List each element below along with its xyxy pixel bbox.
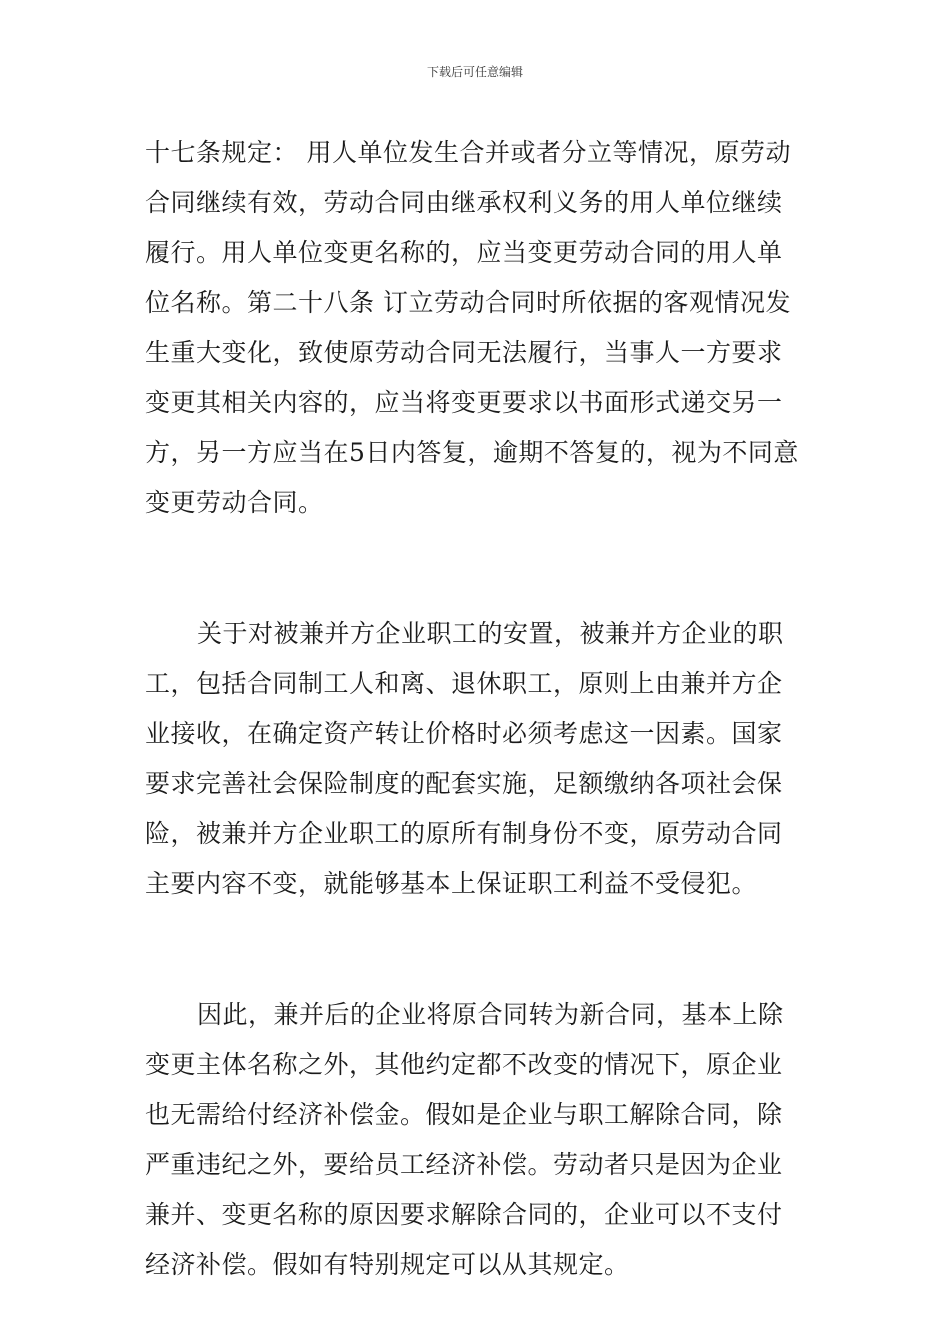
text-line: 位名称。第二十八条 订立劳动合同时所依据的客观情况发 (145, 288, 791, 317)
paragraph-spacer (145, 528, 815, 609)
text-line: 业接收，在确定资产转让价格时必须考虑这一因素。国家 (145, 719, 783, 748)
text-line: 变更主体名称之外，其他约定都不改变的情况下，原企业 (145, 1050, 783, 1079)
text-line: 经济补偿。假如有特别规定可以从其规定。 (145, 1250, 630, 1279)
text-line: 工，包括合同制工人和离、退休职工，原则上由兼并方企 (145, 669, 783, 698)
text-line: 兼并、变更名称的原因要求解除合同的，企业可以不支付 (145, 1200, 783, 1229)
text-line: 生重大变化，致使原劳动合同无法履行，当事人一方要求 (145, 338, 783, 367)
document-body (145, 128, 815, 1290)
text-line: 十七条规定： 用人单位发生合并或者分立等情况，原劳动 (145, 138, 791, 167)
text-line: 险，被兼并方企业职工的原所有制身份不变，原劳动合同 (145, 819, 783, 848)
text-line: 变更劳动合同。 (145, 488, 324, 517)
page-header: 下载后可任意编辑 (426, 65, 523, 79)
text-line: 因此，兼并后的企业将原合同转为新合同，基本上除 (197, 1000, 784, 1029)
text-line: 严重违纪之外，要给员工经济补偿。劳动者只是因为企业 (145, 1150, 783, 1179)
text-line: 关于对被兼并方企业职工的安置，被兼并方企业的职 (197, 619, 784, 648)
paragraph-1 (145, 128, 815, 528)
paragraph-spacer (145, 909, 815, 990)
text-line: 合同继续有效，劳动合同由继承权利义务的用人单位继续 (145, 188, 783, 217)
text-line: 主要内容不变，就能够基本上保证职工利益不受侵犯。 (145, 869, 758, 898)
text-line: 变更其相关内容的，应当将变更要求以书面形式递交另一 (145, 388, 783, 417)
text-line: 方，另一方应当在5日内答复，逾期不答复的，视为不同意 (145, 438, 799, 467)
text-line: 要求完善社会保险制度的配套实施，足额缴纳各项社会保 (145, 769, 783, 798)
paragraph-2 (145, 609, 815, 909)
text-line: 也无需给付经济补偿金。假如是企业与职工解除合同，除 (145, 1100, 783, 1129)
paragraph-3 (145, 990, 815, 1290)
text-line: 履行。用人单位变更名称的，应当变更劳动合同的用人单 (145, 238, 783, 267)
